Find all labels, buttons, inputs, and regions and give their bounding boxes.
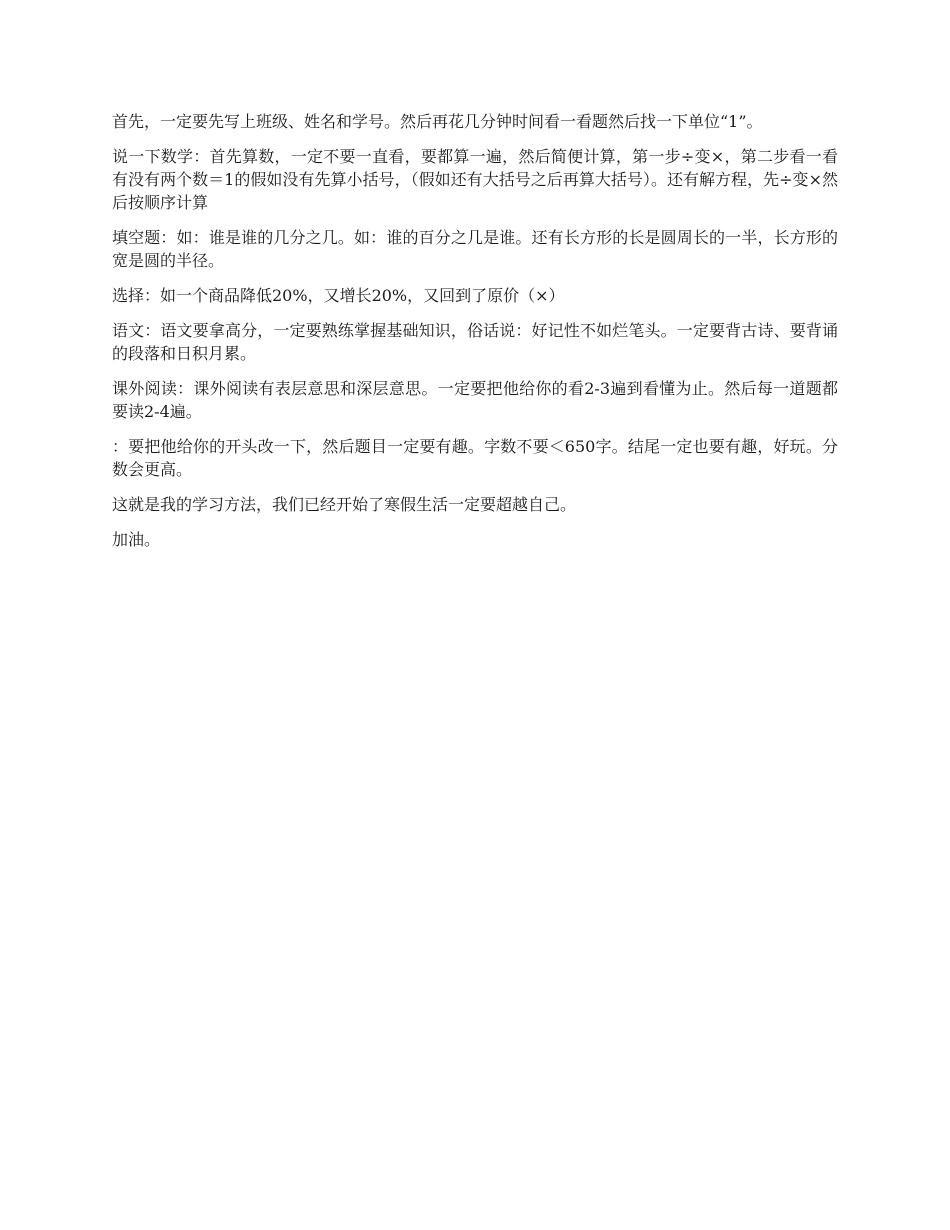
paragraph-reading: 课外阅读：课外阅读有表层意思和深层意思。一定要把他给你的看2-3遍到看懂为止。然后每一道题都要读2-4遍。 [112,379,838,421]
paragraph-math: 说一下数学：首先算数，一定不要一直看，要都算一遍，然后简便计算，第一步÷变×，第二步看一看有没有两个数＝1的假如没有先算小括号，（假如还有大括号之后再算大括号）。还有解方程，先÷变×然后按顺序计算 [112,147,838,212]
document-page [112,110,838,563]
paragraph-closing: 加油。 [112,530,161,549]
paragraph-choice: 选择：如一个商品降低20%，又增长20%，又回到了原价（×） [112,286,565,305]
paragraph-summary: 这就是我的学习方法，我们已经开始了寒假生活一定要超越自己。 [112,495,577,514]
paragraph-chinese: 语文：语文要拿高分，一定要熟练掌握基础知识，俗话说：好记性不如烂笔头。一定要背古诗、要背诵的段落和日积月累。 [112,321,838,363]
paragraph-intro: 首先，一定要先写上班级、姓名和学号。然后再花几分钟时间看一看题然后找一下单位“1”。 [112,112,763,131]
paragraph-writing: ：要把他给你的开头改一下，然后题目一定要有趣。字数不要＜650字。结尾一定也要有趣，好玩。分数会更高。 [112,437,838,479]
paragraph-fill-blank: 填空题：如：谁是谁的几分之几。如：谁的百分之几是谁。还有长方形的长是圆周长的一半，长方形的宽是圆的半径。 [112,228,838,270]
